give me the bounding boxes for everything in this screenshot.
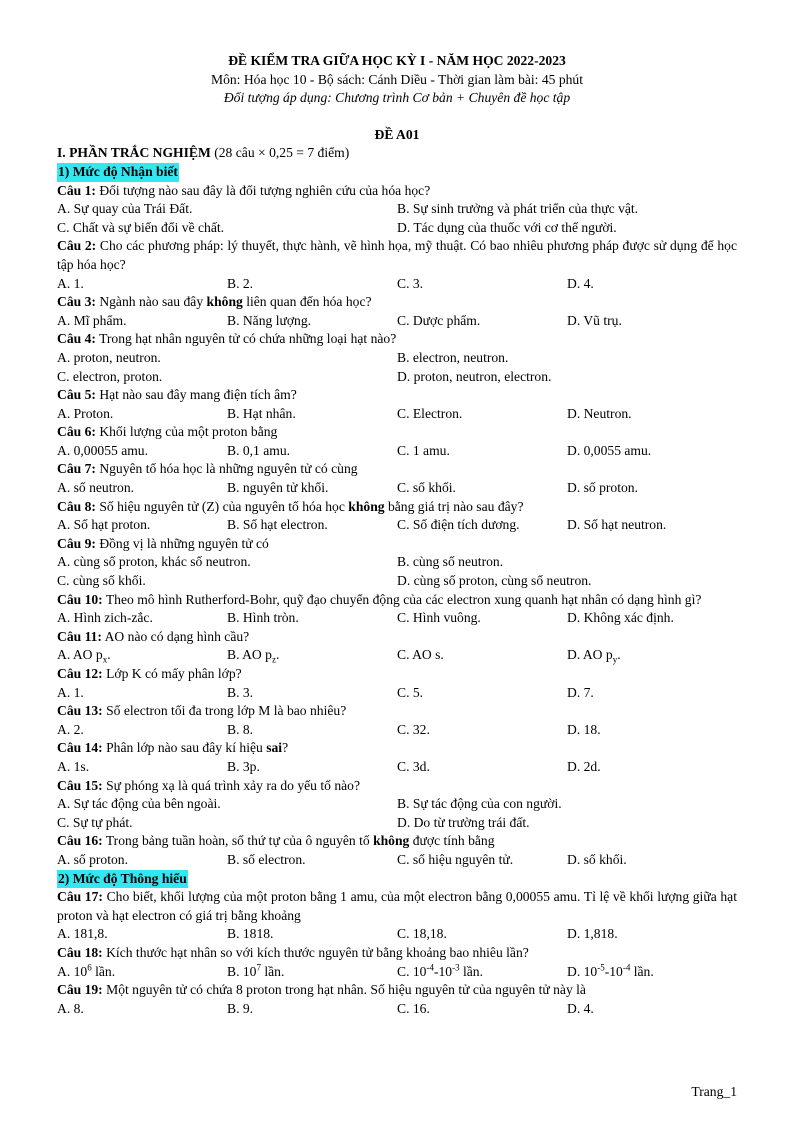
question [57, 628, 737, 647]
option: C. electron, proton. [57, 368, 163, 384]
option: A. 1s. [57, 758, 90, 774]
question [57, 293, 737, 312]
option: A. Số hạt proton. [57, 517, 151, 533]
option: A. 2. [57, 721, 84, 737]
question-text: Số hiệu nguyên tử (Z) của nguyên tố hóa học [99, 498, 349, 514]
question-text: Đối tượng nào sau đây là đối tượng nghiên cứu của hóa học? [99, 182, 431, 198]
option: D. Vũ trụ. [567, 312, 622, 328]
question-number: Câu 3: [57, 294, 96, 310]
options [57, 479, 737, 498]
option: B. Sự tác động của con người. [397, 796, 562, 812]
question-text: Kích thước hạt nhân so với kích thước nguyên tử bằng khoảng bao nhiêu lần? [106, 944, 529, 960]
question-number: Câu 7: [57, 461, 96, 477]
options [57, 442, 737, 461]
option: A. cùng số proton, khác số neutron. [57, 554, 251, 570]
option: B. Số hạt electron. [227, 517, 328, 533]
option: B. 1818. [227, 926, 274, 942]
option: A. 1. [57, 275, 84, 291]
part-heading [57, 144, 737, 163]
options [57, 200, 737, 219]
options [57, 963, 737, 982]
question [57, 777, 737, 796]
option: C. 5. [397, 684, 424, 700]
option: C. Sự tự phát. [57, 814, 133, 830]
option: B. Năng lượng. [227, 312, 312, 328]
question-number: Câu 10: [57, 591, 103, 607]
option: C. 3d. [397, 758, 430, 774]
option: C. $10^{-4}-10^{-3}$ lần. [397, 961, 483, 979]
question-number: Câu 15: [57, 777, 103, 793]
option: D. proton, neutron, electron. [397, 368, 552, 384]
question-text: Trong hạt nhân nguyên tử có chứa những loại hạt nào? [99, 331, 397, 347]
question [57, 237, 737, 274]
question-number: Câu 11: [57, 628, 102, 644]
question-text: Lớp K có mấy phân lớp? [106, 666, 242, 681]
question [57, 535, 737, 554]
question-number: Câu 9: [57, 535, 96, 551]
level-heading [57, 163, 737, 182]
option: D. số khối. [567, 851, 627, 867]
question-text: Hạt nào sau đây mang điện tích âm? [99, 387, 297, 403]
option: C. 32. [397, 721, 430, 737]
question-number: Câu 5: [57, 387, 96, 403]
options [57, 368, 737, 387]
option: D. 4. [567, 1000, 594, 1016]
option: C. Dược phẩm. [397, 312, 481, 328]
option: C. Hình vuông. [397, 610, 481, 626]
question-text: Trong bảng tuần hoàn, số thứ tự của ô nguyên tố [105, 833, 374, 849]
option: B. 2. [227, 275, 254, 291]
level-label: 1) Mức độ Nhận biết [57, 163, 179, 182]
question-text: Cho biết, khối lượng của một proton bằng 1 amu, của một electron bằng 0,00055 amu. Tỉ lệ về khối lượng giữa hạt proton và hạt electron có giá trị bằng khoảng [57, 889, 737, 923]
option: D. 7. [567, 684, 594, 700]
option: D. 4. [567, 275, 594, 291]
question-number: Câu 14: [57, 740, 103, 756]
options [57, 925, 737, 944]
question [57, 423, 737, 442]
question-number: Câu 19: [57, 982, 103, 998]
options [57, 405, 737, 424]
option: B. AO $p_z$. [227, 647, 280, 666]
question-number: Câu 17: [57, 889, 103, 905]
emphasis: không [348, 498, 385, 514]
option: A. proton, neutron. [57, 349, 161, 365]
question-text: bằng giá trị nào sau đây? [384, 498, 524, 514]
option: D. 1,818. [567, 926, 618, 942]
option: A. số neutron. [57, 480, 135, 496]
option: C. 3. [397, 275, 424, 291]
option: B. 8. [227, 721, 254, 737]
option: A. 0,00055 amu. [57, 442, 148, 458]
option: D. 0,0055 amu. [567, 442, 652, 458]
exam-code: ĐỀ A01 [374, 126, 420, 142]
options [57, 814, 737, 833]
option: D. Không xác định. [567, 610, 674, 626]
exam-title: ĐỀ KIỂM TRA GIỮA HỌC KỲ I - NĂM HỌC 2022-2023 [228, 53, 566, 68]
question-number: Câu 16: [57, 833, 103, 849]
option: A. 8. [57, 1000, 84, 1016]
question [57, 739, 737, 758]
option: A. Proton. [57, 405, 114, 421]
option: A. 181,8. [57, 926, 108, 942]
question-text: Cho các phương pháp: lý thuyết, thực hành, vẽ hình họa, mỹ thuật. Có bao nhiêu phương pháp được sử dụng để học tập hóa học? [57, 238, 737, 272]
part-title: I. PHẦN TRẮC NGHIỆM [57, 145, 211, 161]
question [57, 832, 737, 851]
question-number: Câu 12: [57, 666, 103, 681]
question-number: Câu 8: [57, 498, 96, 514]
option: C. 18,18. [397, 926, 447, 942]
option: B. Hình tròn. [227, 610, 299, 626]
option: D. 18. [567, 721, 601, 737]
question [57, 702, 737, 721]
option: D. 2d. [567, 758, 601, 774]
question [57, 498, 737, 517]
options [57, 516, 737, 535]
options [57, 758, 737, 777]
options [57, 609, 737, 628]
option: B. số electron. [227, 851, 306, 867]
option: A. AO $p_x$. [57, 647, 111, 666]
option: A. số proton. [57, 851, 128, 867]
option: B. Sự sinh trưởng và phát triển của thực vật. [397, 201, 639, 217]
exam-subtitle: Môn: Hóa học 10 - Bộ sách: Cánh Diều - Thời gian làm bài: 45 phút [210, 71, 584, 87]
level-label: 2) Mức độ Thông hiểu [57, 870, 188, 889]
question-number: Câu 2: [57, 238, 97, 254]
exam-header [57, 52, 737, 108]
option: B. 9. [227, 1000, 254, 1016]
question-text: được tính bằng [409, 833, 495, 849]
level-heading [57, 870, 737, 889]
emphasis: không [373, 833, 410, 849]
options [57, 646, 737, 665]
question [57, 944, 737, 963]
option: D. $10^{-5}-10^{-4}$ lần. [567, 961, 654, 979]
question [57, 182, 737, 201]
option: D. Số hạt neutron. [567, 517, 667, 533]
question [57, 981, 737, 1000]
question [57, 330, 737, 349]
option: A. 1. [57, 684, 84, 700]
question [57, 386, 737, 405]
question [57, 591, 737, 610]
options [57, 219, 737, 238]
options [57, 795, 737, 814]
question-number: Câu 1: [57, 182, 96, 198]
option: B. electron, neutron. [397, 349, 509, 365]
option: B. Hạt nhân. [227, 405, 296, 421]
question-text: Một nguyên tử có chứa 8 proton trong hạt nhân. Số hiệu nguyên tử của nguyên tử này là [106, 982, 586, 998]
option: B. 3. [227, 684, 254, 700]
option: D. AO $p_y$. [567, 647, 621, 666]
option: C. Số điện tích dương. [397, 517, 520, 533]
options [57, 684, 737, 703]
option: C. Chất và sự biến đổi về chất. [57, 219, 225, 235]
options [57, 275, 737, 294]
question-text: Đồng vị là những nguyên tử có [99, 535, 269, 551]
option: D. cùng số proton, cùng số neutron. [397, 573, 592, 589]
options [57, 721, 737, 740]
option: D. Neutron. [567, 405, 632, 421]
options [57, 312, 737, 331]
question-number: Câu 18: [57, 944, 103, 960]
option: C. số khối. [397, 480, 456, 496]
emphasis: không [206, 294, 243, 310]
option: A. Sự tác động của bên ngoài. [57, 796, 221, 812]
option: C. AO s. [397, 647, 444, 663]
option: B. 3p. [227, 758, 260, 774]
option: A. Mĩ phẩm. [57, 312, 127, 328]
option: D. số proton. [567, 480, 638, 496]
question-text: Theo mô hình Rutherford-Bohr, quỹ đạo chuyển động của các electron xung quanh hạt nhân có dạng hình gì? [105, 591, 702, 607]
question-text: Nguyên tố hóa học là những nguyên tử có cùng [99, 461, 358, 477]
option: A. Hình zich-zắc. [57, 610, 153, 626]
question-number: Câu 4: [57, 331, 96, 347]
question [57, 665, 737, 684]
options [57, 572, 737, 591]
emphasis: sai [266, 740, 283, 756]
option: B. 0,1 amu. [227, 442, 291, 458]
options [57, 851, 737, 870]
page-number: Trang_1 [691, 1084, 737, 1099]
question-text: Khối lượng của một proton bằng [99, 424, 278, 440]
exam-page [57, 52, 737, 1018]
option: C. cùng số khối. [57, 573, 146, 589]
option: C. số hiệu nguyên tử. [397, 851, 514, 867]
question-text: Ngành nào sau đây [99, 294, 207, 310]
question-text: liên quan đến hóa học? [242, 294, 372, 310]
question-text: Số electron tối đa trong lớp M là bao nhiêu? [106, 703, 347, 719]
options [57, 1000, 737, 1019]
option: A. $10^6$ lần. [57, 961, 116, 979]
question [57, 460, 737, 479]
question [57, 888, 737, 925]
options [57, 553, 737, 572]
question-text: Sự phóng xạ là quá trình xảy ra do yếu tố nào? [106, 777, 360, 793]
option: B. nguyên tử khối. [227, 480, 329, 496]
question-text: Phân lớp nào sau đây kí hiệu [106, 740, 267, 756]
options [57, 349, 737, 368]
exam-audience: Đối tượng áp dụng: Chương trình Cơ bản + Chuyên đề học tập [223, 90, 571, 106]
question-number: Câu 6: [57, 424, 96, 440]
part-note: (28 câu × 0,25 = 7 điểm) [214, 145, 350, 161]
option: C. Electron. [397, 405, 463, 421]
option: C. 1 amu. [397, 442, 450, 458]
option: D. Tác dụng của thuốc với cơ thể người. [397, 219, 617, 235]
question-text: AO nào có dạng hình cầu? [104, 628, 250, 644]
option: A. Sự quay của Trái Đất. [57, 201, 193, 217]
option: B. cùng số neutron. [397, 554, 504, 570]
option: D. Do từ trường trái đất. [397, 814, 530, 830]
question-number: Câu 13: [57, 703, 103, 719]
question-text: ? [282, 740, 289, 756]
option: B. $10^7$ lần. [227, 961, 285, 979]
option: C. 16. [397, 1000, 430, 1016]
